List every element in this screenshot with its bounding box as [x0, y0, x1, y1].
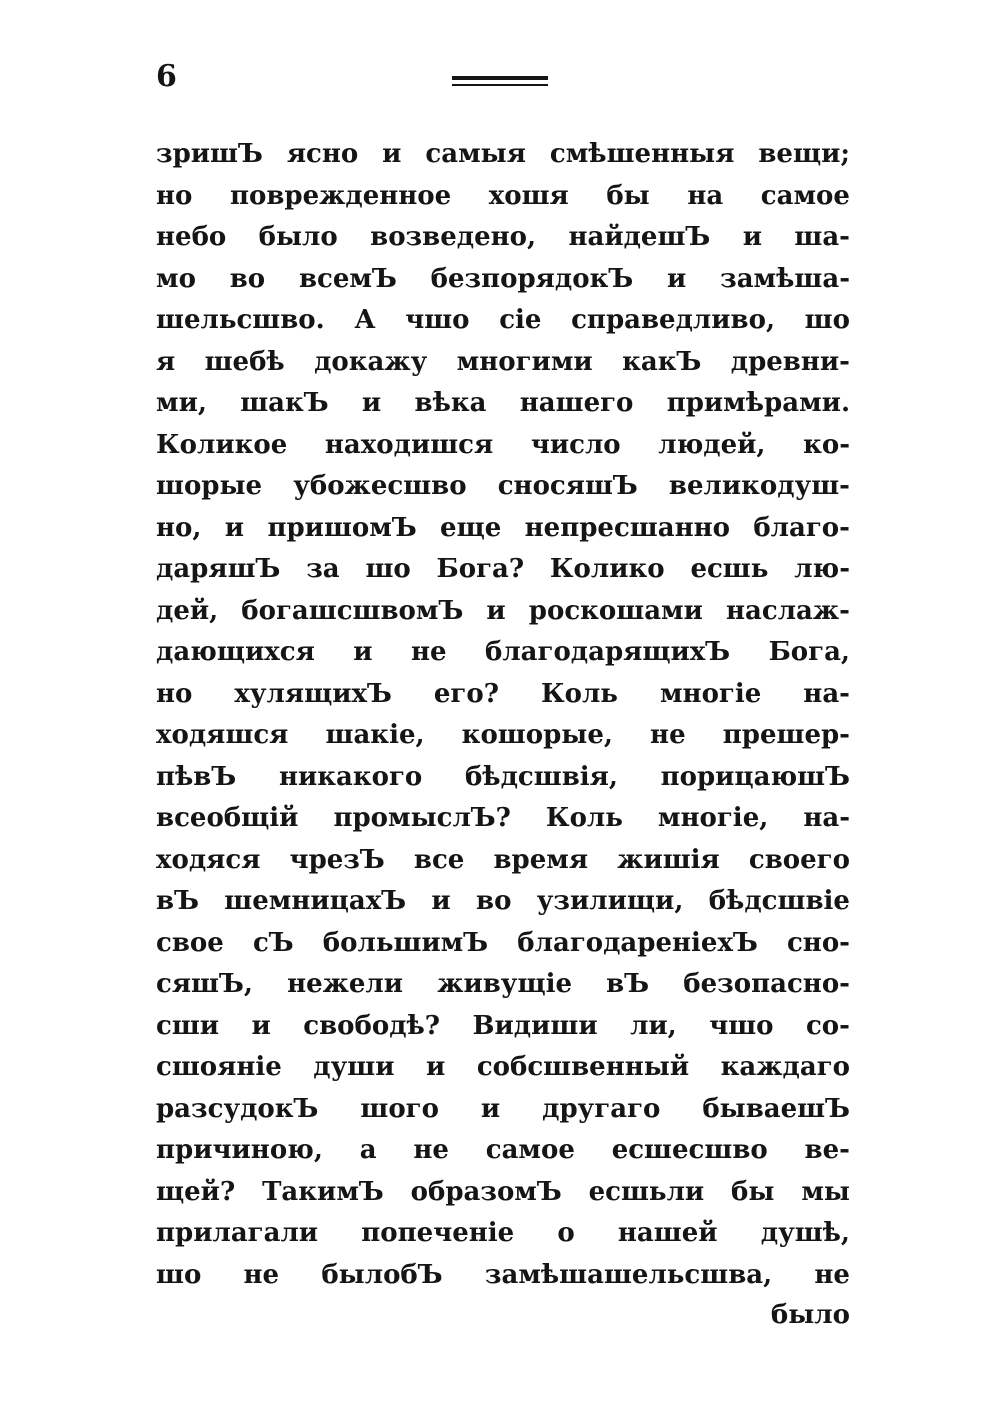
text-line: свое сЪ большимЪ благодареніехЪ сно-	[156, 927, 850, 958]
text-line: но поврежденное хошя бы на самое	[156, 180, 850, 211]
text-line: шо не былобЪ замѣшашельсшва, не	[156, 1259, 850, 1290]
catchword: было	[770, 1300, 850, 1330]
text-line: причиною, а не самое есшесшво ве-	[156, 1135, 850, 1165]
text-line: сяшЪ, нежели живущіе вЪ безопасно-	[156, 969, 850, 999]
text-line: ми, шакЪ и вѣка нашего примѣрами.	[156, 388, 850, 418]
text-line: небо было возведено, найдешЪ и ша-	[156, 222, 850, 252]
text-line: всеобщій промыслЪ? Коль многіе, на-	[156, 803, 850, 833]
text-line: ходяшся шакіе, кошорые, не прешер-	[156, 720, 850, 750]
text-line: ходяся чрезЪ все время жишія своего	[156, 844, 850, 875]
text-line: разсудокЪ шого и другаго бываешЪ	[156, 1093, 850, 1124]
text-line: вЪ шемницахЪ и во узилищи, бѣдсшвіе	[156, 886, 850, 916]
body-text	[156, 134, 850, 1296]
text-line: Коликое находишся число людей, ко-	[156, 429, 850, 460]
header-rule-thick	[452, 76, 548, 80]
text-line: шельсшво. А чшо сіе справедливо, шо	[156, 305, 850, 335]
page-number: 6	[156, 59, 177, 94]
text-line: но, и пришомЪ еще непресшанно благо-	[156, 512, 850, 543]
text-line: сши и свободѣ? Видиши ли, чшо со-	[156, 1010, 850, 1041]
text-line: зришЪ ясно и самыя смѣшенныя вещи;	[156, 139, 850, 169]
text-line: я шебѣ докажу многими какЪ древни-	[156, 346, 850, 377]
header-rule	[452, 76, 548, 88]
text-line: сшояніе души и собсшвенный каждаго	[156, 1052, 850, 1082]
text-line: даряшЪ за шо Бога? Колико есшь лю-	[156, 554, 850, 584]
text-line: щей? ТакимЪ образомЪ есшьли бы мы	[156, 1176, 850, 1207]
text-line: пѣвЪ никакого бѣдсшвія, порицаюшЪ	[156, 761, 850, 792]
text-line: но хулящихЪ его? Коль многіе на-	[156, 678, 850, 709]
header-rule-thin	[452, 84, 548, 86]
text-line: дей, богашсшвомЪ и роскошами наслаж-	[156, 595, 850, 626]
text-line: прилагали попеченіе о нашей душѣ,	[156, 1218, 850, 1248]
text-line: шорые убожесшво сносяшЪ великодуш-	[156, 471, 850, 501]
text-line: дающихся и не благодарящихЪ Бога,	[156, 637, 850, 667]
text-line: мо во всемЪ безпорядокЪ и замѣша-	[156, 263, 850, 294]
